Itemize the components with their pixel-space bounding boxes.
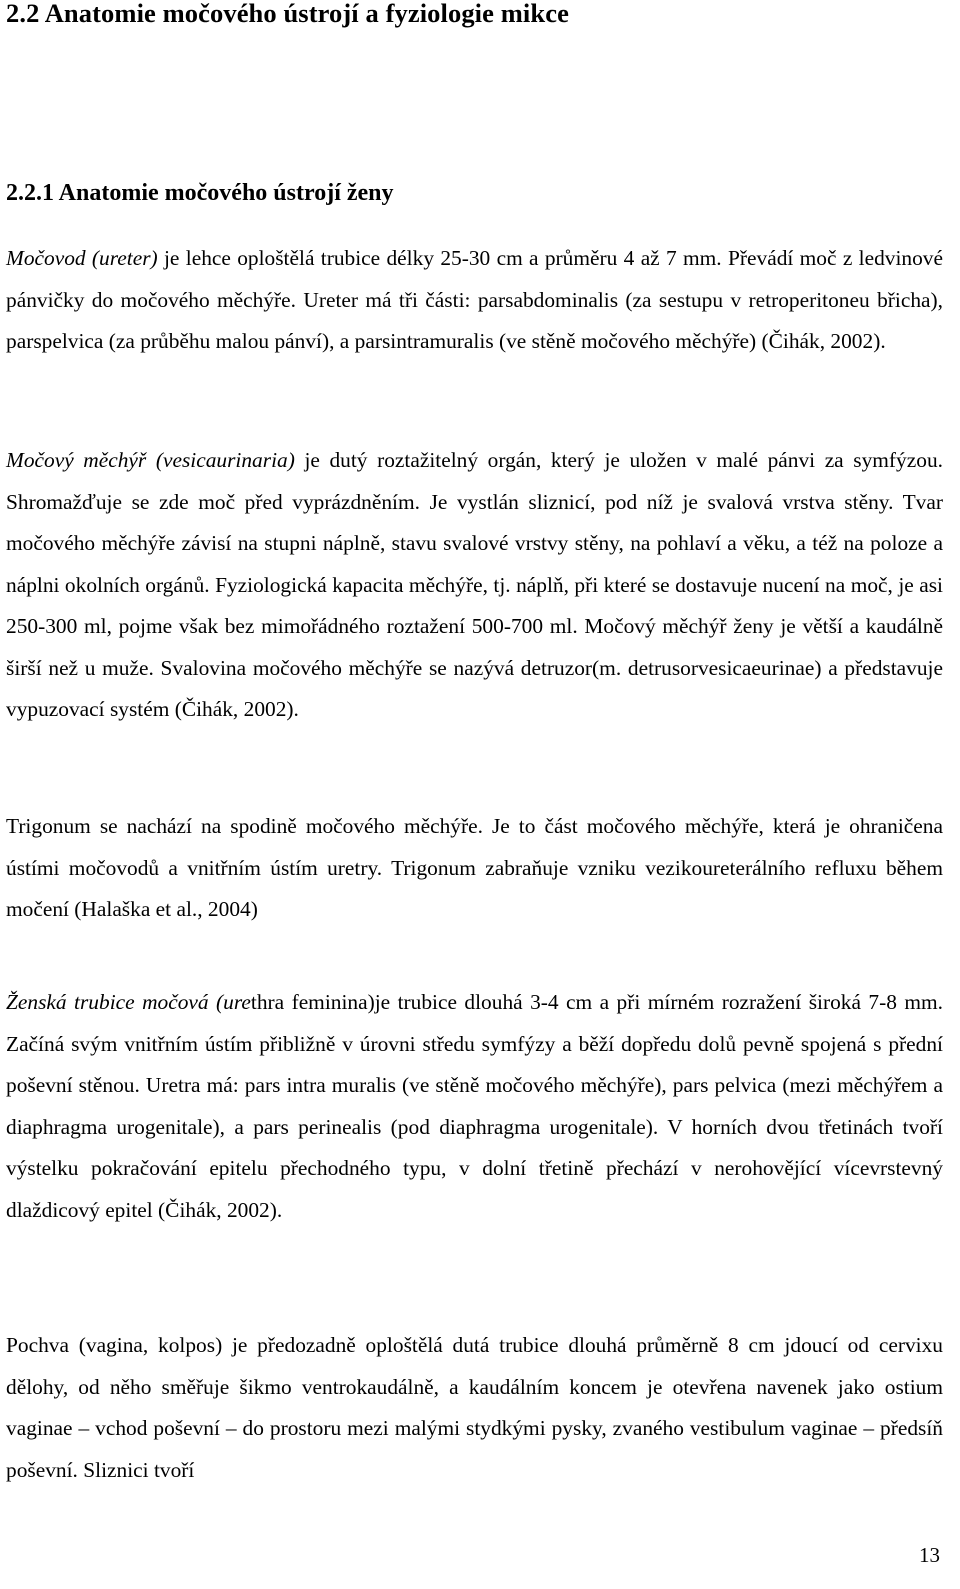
paragraph-text: je dutý roztažitelný orgán, který je uložen v malé pánvi za symfýzou. Shromažďuje se zde moč před vyprázdněním. Je vystlán sliznicí, pod níž je svalová vrstva stěny. Tvar močového měchýře závisí na stupni náplně, stavu svalové vrstvy stěny, na pohlaví a věku, a též na poloze a náplni okolních orgánů. Fyziologická kapacita měchýře, tj. náplň, při které se dostavuje nucení na moč, je asi 250-300 ml, pojme však bez mimořádného roztažení 500-700 ml. Močový měchýř ženy je větší a kaudálně širší než u muže. Svalovina močového měchýře se nazývá detruzor(m. detrusorvesicaeurinae) a představuje vypuzovací systém (Čihák, 2002).	[6, 448, 943, 721]
paragraph-text: thra feminina)je trubice dlouhá 3-4 cm a při mírném rozražení široká 7-8 mm. Začíná svým vnitřním ústím přibližně v úrovni středu symfýzy a běží dopředu dolů pevně spojená s přední poševní stěnou. Uretra má: pars intra muralis (ve stěně močového měchýře), pars pelvica (mezi měchýřem a diaphragma urogenitale), a pars perinealis (pod diaphragma urogenitale). V horních dvou třetinách tvoří výstelku pokračování epitelu přechodného typu, v dolní třetině přechází v nerohovějící vícevrstevný dlaždicový epitel (Čihák, 2002).	[6, 990, 943, 1222]
paragraph-vagina	[6, 1325, 943, 1491]
paragraph-text: Trigonum se nachází na spodině močového měchýře. Je to část močového měchýře, která je ohraničena ústími močovodů a vnitřním ústím uretry. Trigonum zabraňuje vzniku vezikoureterálního refluxu během močení (Halaška et al., 2004)	[6, 814, 943, 921]
paragraph-bladder	[6, 440, 943, 731]
paragraph-urethra	[6, 982, 943, 1231]
paragraph-text: Pochva (vagina, kolpos) je předozadně oploštělá dutá trubice dlouhá průměrně 8 cm jdoucí od cervixu dělohy, od něho směřuje šikmo ventrokaudálně, a kaudálním koncem je otevřena navenek jako ostium vaginae – vchod poševní – do prostoru mezi malými stydkými pysky, zvaného vestibulum vaginae – předsíň poševní. Sliznici tvoří	[6, 1333, 943, 1482]
paragraph-trigonum	[6, 806, 943, 931]
term-ureter: Močovod (ureter)	[6, 246, 158, 270]
page-number: 13	[919, 1543, 940, 1567]
paragraph-ureter	[6, 238, 943, 363]
term-bladder: Močový měchýř (vesicaurinaria)	[6, 448, 295, 472]
section-title: 2.2 Anatomie močového ústrojí a fyziologie mikce	[6, 0, 569, 28]
term-urethra: Ženská trubice močová (ure	[6, 990, 251, 1014]
paragraph-text: je lehce oploštělá trubice délky 25-30 cm a průměru 4 až 7 mm. Převádí moč z ledvinové pánvičky do močového měchýře. Ureter má tři části: parsabdominalis (za sestupu v retroperitoneu břicha), parspelvica (za průběhu malou pánví), a parsintramuralis (ve stěně močového měchýře) (Čihák, 2002).	[6, 246, 943, 353]
subsection-title: 2.2.1 Anatomie močového ústrojí ženy	[6, 180, 394, 206]
